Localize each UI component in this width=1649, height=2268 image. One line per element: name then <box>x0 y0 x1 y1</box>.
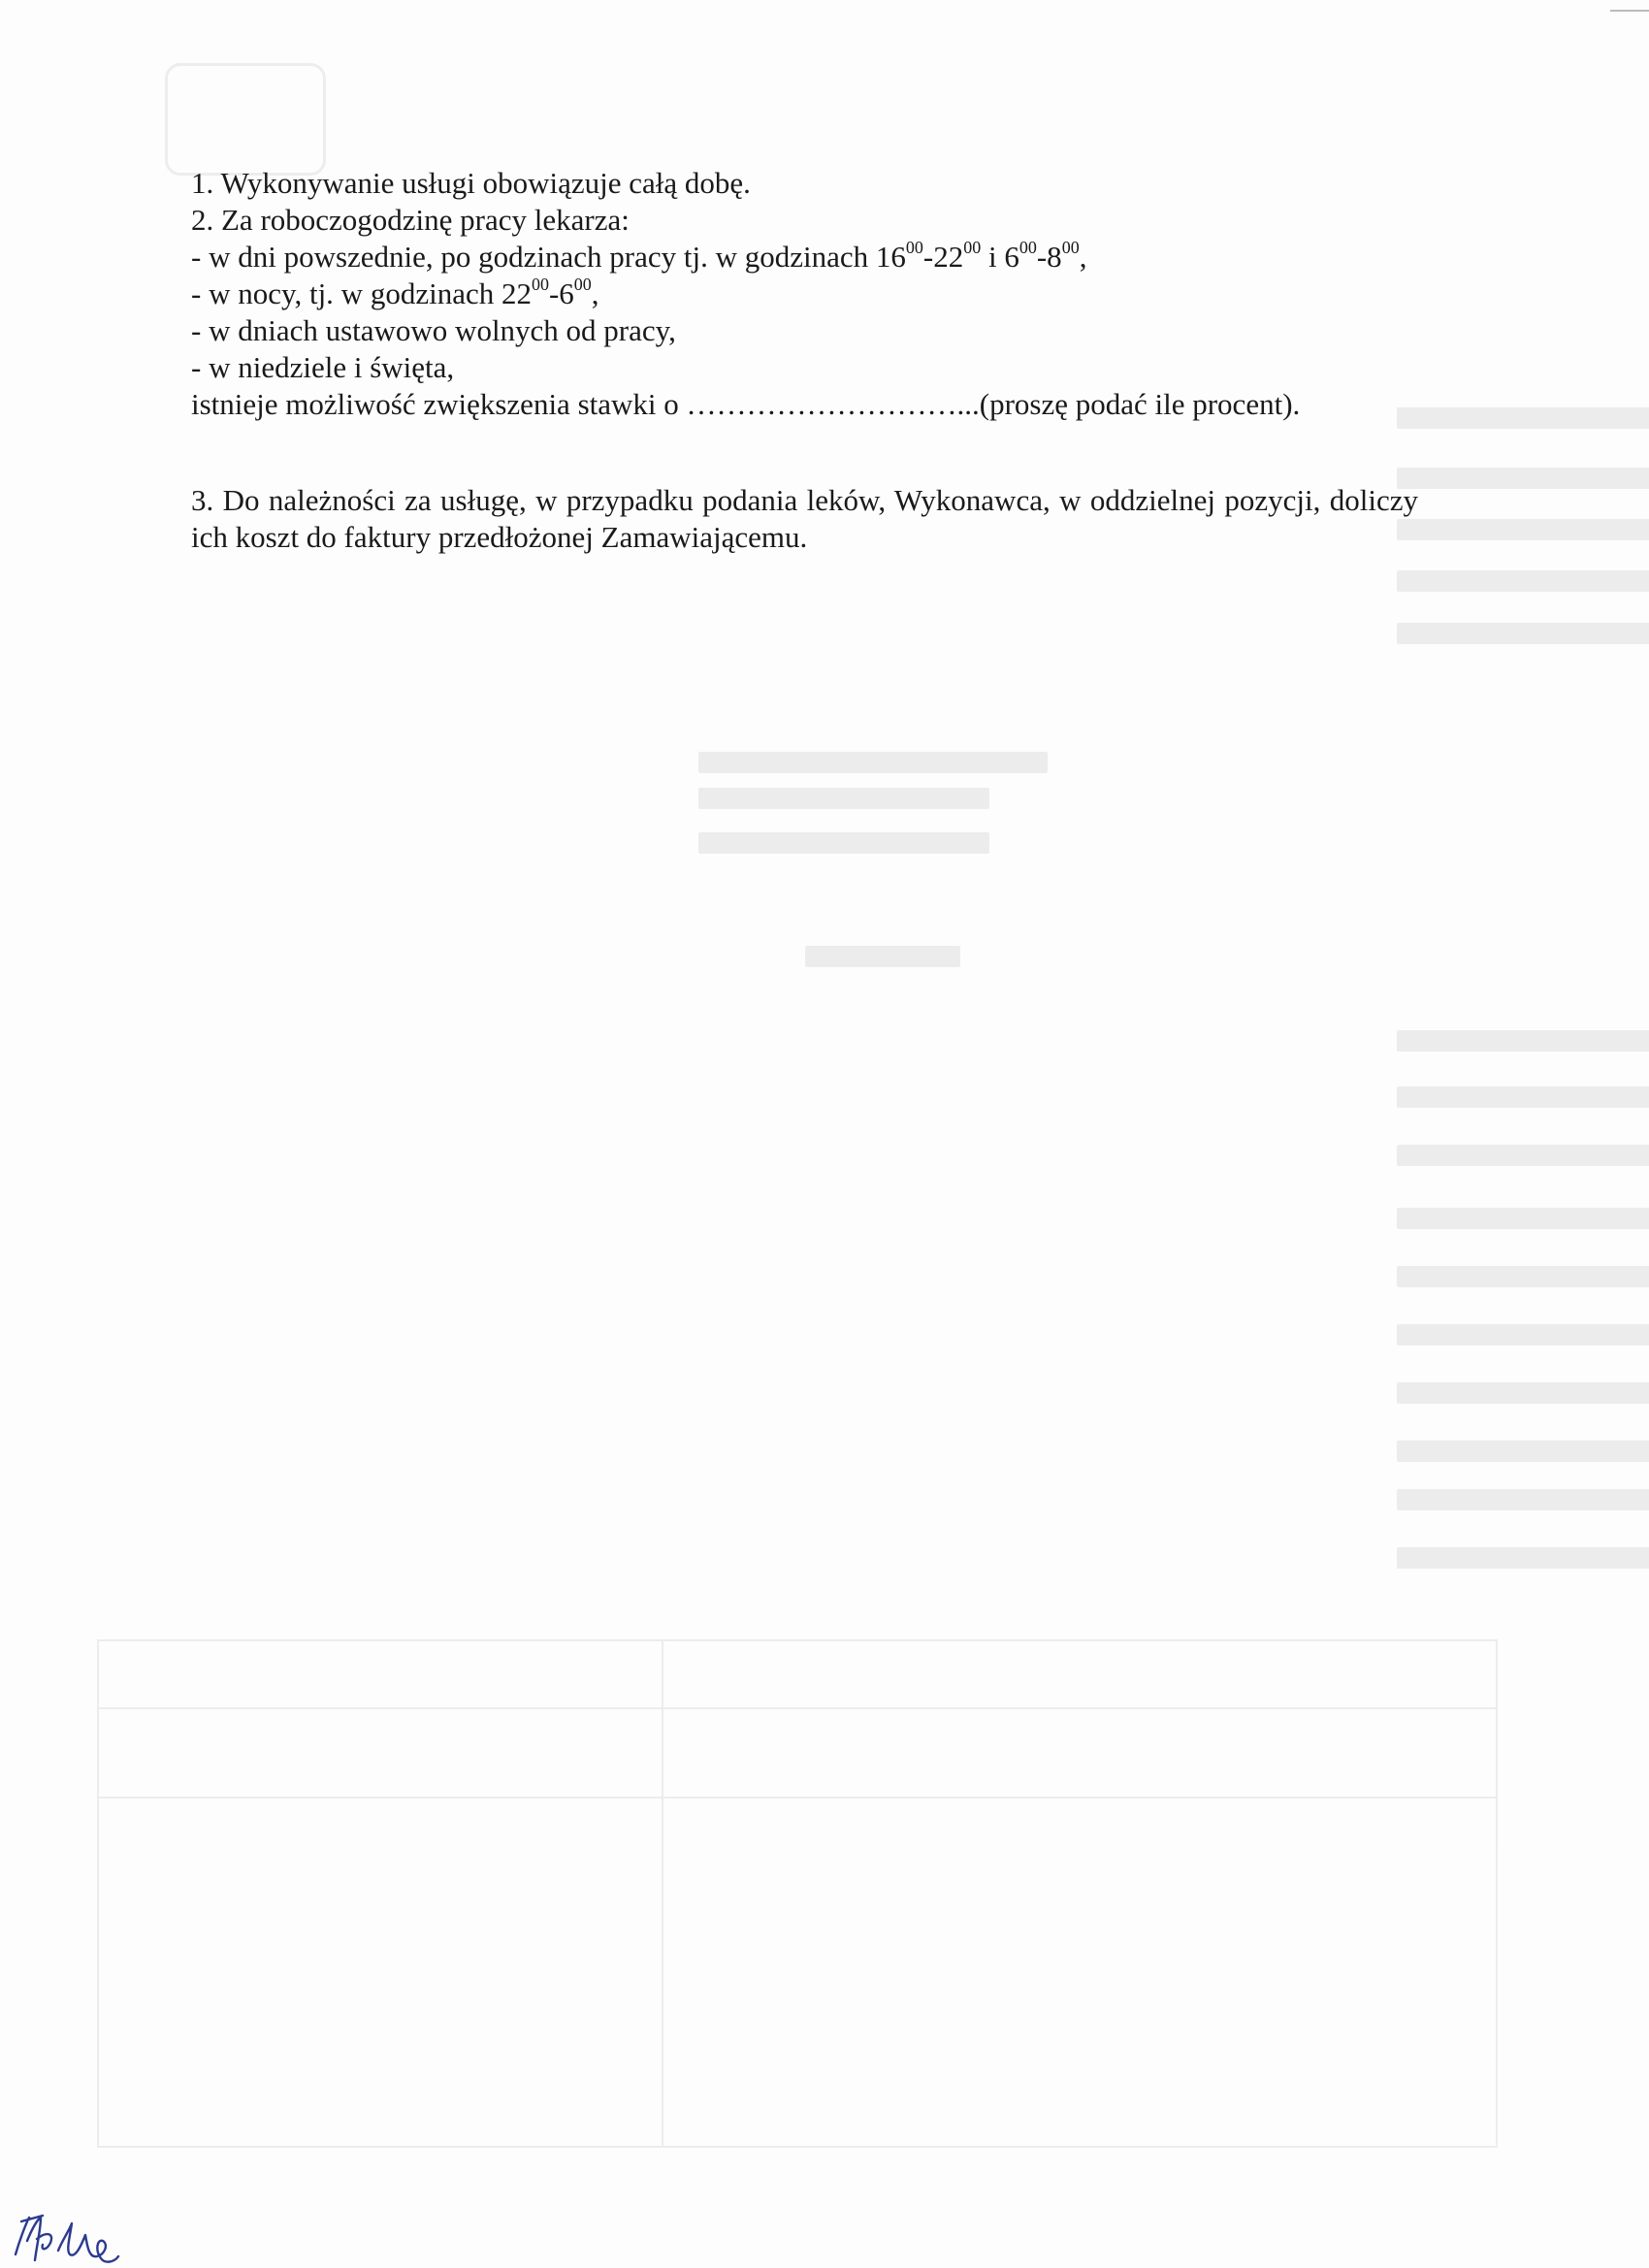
rate-increase-line: istnieje możliwość zwiększenia stawki o ………………………...(proszę podać ile procent). <box>191 387 1301 421</box>
stamp-ghost <box>165 63 326 176</box>
document-body <box>191 165 1423 556</box>
bullet-public-holidays: - w dniach ustawowo wolnych od pracy, <box>191 313 676 347</box>
bullet-sundays: - w niedziele i święta, <box>191 350 455 384</box>
bullet-night: - w nocy, tj. w godzinach $22^{00}-6^{00}$, <box>191 275 599 310</box>
bullet-weekdays: - w dni powszednie, po godzinach pracy tj. w godzinach $16^{00}-22^{00}$ i $6^{00}-8^{00}$, <box>191 238 1087 274</box>
item-3-medication-costs: 3. Do należności za usługę, w przypadku podania leków, Wykonawca, w oddzielnej pozycji, doliczy ich koszt do faktury przedłożonej Zamawiającemu. <box>191 483 1418 554</box>
item-2-hourly-rate: 2. Za roboczogodzinę pracy lekarza: <box>191 203 630 237</box>
item-1-service-hours: 1. Wykonywanie usługi obowiązuje całą dobę. <box>191 166 751 200</box>
handwritten-signature <box>8 2212 134 2266</box>
scan-edge-mark <box>1610 10 1649 12</box>
